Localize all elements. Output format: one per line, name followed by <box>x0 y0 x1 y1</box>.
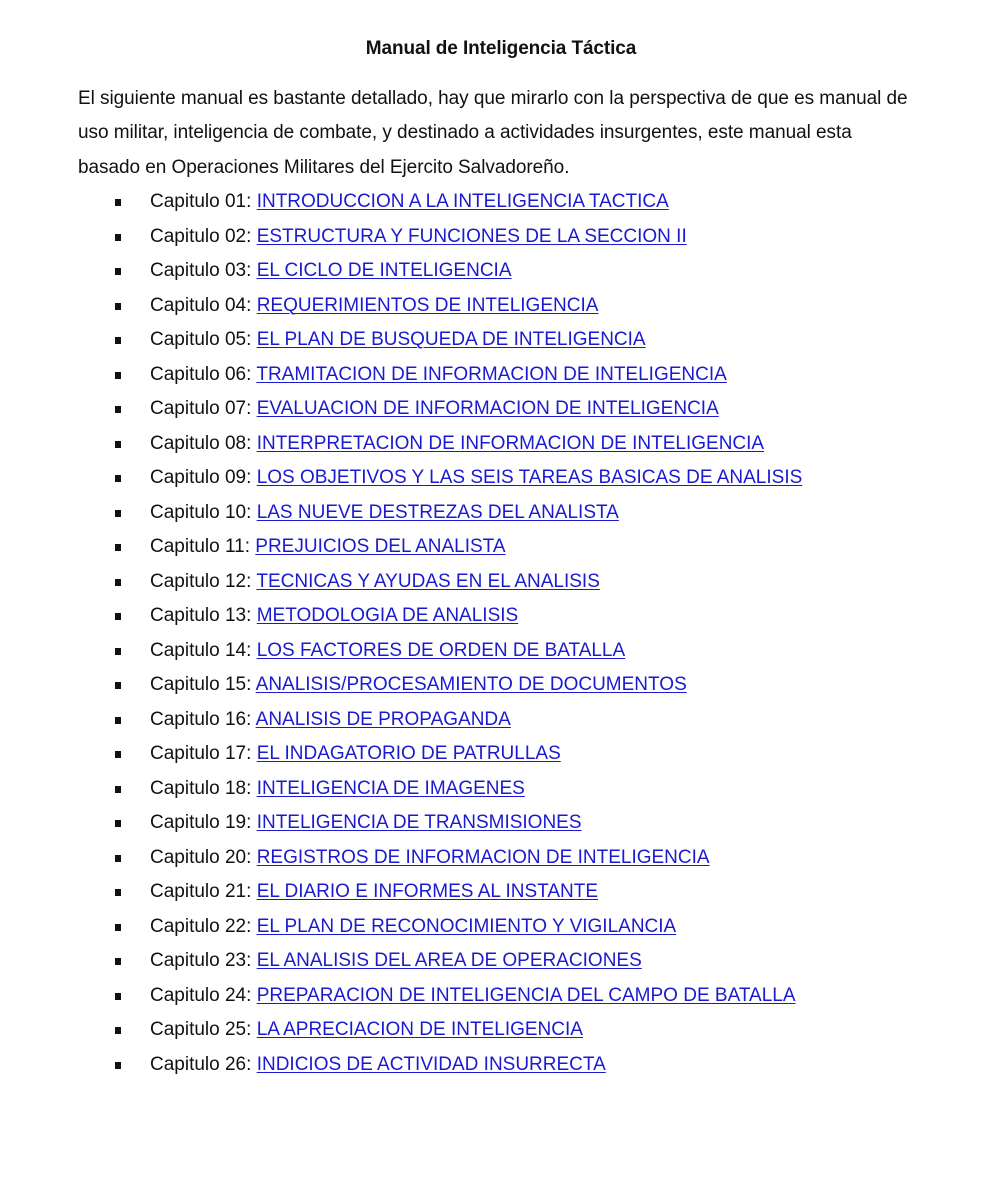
chapter-link[interactable]: LOS OBJETIVOS Y LAS SEIS TAREAS BASICAS DE ANALISIS <box>256 467 803 488</box>
square-bullet-icon <box>115 337 121 344</box>
chapter-prefix: Capitulo 23: <box>150 950 252 971</box>
square-bullet-icon <box>115 372 121 379</box>
square-bullet-icon <box>115 786 121 793</box>
chapter-link[interactable]: INTELIGENCIA DE IMAGENES <box>256 777 525 799</box>
chapter-prefix: Capitulo 14: <box>150 639 252 661</box>
chapter-prefix: Capitulo 12: <box>150 570 252 592</box>
chapter-link[interactable]: ANALISIS/PROCESAMIENTO DE DOCUMENTOS <box>255 674 687 695</box>
square-bullet-icon <box>115 199 121 206</box>
chapter-prefix: Capitulo 10: <box>150 501 252 523</box>
chapter-link[interactable]: EVALUACION DE INFORMACION DE INTELIGENCIA <box>256 398 719 419</box>
square-bullet-icon <box>115 303 121 310</box>
chapter-prefix: Capitulo 08: <box>150 432 252 454</box>
chapter-link[interactable]: PREJUICIOS DEL ANALISTA <box>255 536 506 557</box>
square-bullet-icon <box>115 1027 121 1034</box>
chapter-prefix: Capitulo 24: <box>150 984 252 1006</box>
chapter-link[interactable]: LOS FACTORES DE ORDEN DE BATALLA <box>256 639 626 661</box>
chapter-link[interactable]: INDICIOS DE ACTIVIDAD INSURRECTA <box>256 1053 606 1075</box>
chapter-prefix: Capitulo 20: <box>150 846 252 868</box>
square-bullet-icon <box>115 234 121 241</box>
chapter-link[interactable]: METODOLOGIA DE ANALISIS <box>256 605 519 626</box>
chapter-prefix: Capitulo 16: <box>150 708 252 730</box>
square-bullet-icon <box>115 889 121 896</box>
chapter-link[interactable]: EL DIARIO E INFORMES AL INSTANTE <box>256 881 599 902</box>
chapter-prefix: Capitulo 05: <box>150 329 252 350</box>
chapter-prefix: Capitulo 04: <box>150 294 252 316</box>
square-bullet-icon <box>115 648 121 655</box>
chapter-prefix: Capitulo 21: <box>150 881 252 902</box>
chapter-link[interactable]: ESTRUCTURA Y FUNCIONES DE LA SECCION II <box>256 225 687 247</box>
chapter-prefix: Capitulo 15: <box>150 674 252 695</box>
chapter-prefix: Capitulo 17: <box>150 743 252 764</box>
document-title: Manual de Inteligencia Táctica <box>365 38 637 59</box>
chapter-link[interactable]: EL PLAN DE BUSQUEDA DE INTELIGENCIA <box>256 329 646 350</box>
chapter-prefix: Capitulo 09: <box>150 467 252 488</box>
square-bullet-icon <box>115 855 121 862</box>
intro-paragraph: El siguiente manual es bastante detallado, hay que mirarlo con la perspectiva de que es manual de uso militar, inteligencia de combate, y destinado a actividades insurgentes, este manual esta basado en Operaciones Militares del Ejercito Salvadoreño. <box>78 88 908 178</box>
square-bullet-icon <box>115 751 121 758</box>
square-bullet-icon <box>115 958 121 965</box>
chapter-prefix: Capitulo 18: <box>150 777 252 799</box>
chapter-link[interactable]: REGISTROS DE INFORMACION DE INTELIGENCIA <box>256 846 710 868</box>
chapter-link[interactable]: LA APRECIACION DE INTELIGENCIA <box>256 1019 583 1040</box>
chapter-prefix: Capitulo 19: <box>150 812 252 833</box>
square-bullet-icon <box>115 579 121 586</box>
chapter-link[interactable]: INTERPRETACION DE INFORMACION DE INTELIGENCIA <box>256 432 765 454</box>
chapter-link[interactable]: REQUERIMIENTOS DE INTELIGENCIA <box>256 294 599 316</box>
square-bullet-icon <box>115 717 121 724</box>
chapter-prefix: Capitulo 11: <box>150 536 250 557</box>
chapter-prefix: Capitulo 26: <box>150 1053 252 1075</box>
chapter-link[interactable]: LAS NUEVE DESTREZAS DEL ANALISTA <box>256 501 619 523</box>
square-bullet-icon <box>115 441 121 448</box>
chapter-link[interactable]: TECNICAS Y AYUDAS EN EL ANALISIS <box>256 570 600 592</box>
chapter-prefix: Capitulo 06: <box>150 363 252 385</box>
square-bullet-icon <box>115 268 121 275</box>
square-bullet-icon <box>115 475 121 482</box>
chapter-prefix: Capitulo 01: <box>150 191 252 212</box>
chapter-prefix: Capitulo 13: <box>150 605 252 626</box>
square-bullet-icon <box>115 820 121 827</box>
square-bullet-icon <box>115 993 121 1000</box>
chapter-link[interactable]: ANALISIS DE PROPAGANDA <box>255 708 511 730</box>
chapter-link[interactable]: INTRODUCCION A LA INTELIGENCIA TACTICA <box>256 191 669 212</box>
chapter-link[interactable]: EL INDAGATORIO DE PATRULLAS <box>256 743 561 764</box>
chapter-link[interactable]: EL CICLO DE INTELIGENCIA <box>256 260 512 281</box>
square-bullet-icon <box>115 924 121 931</box>
square-bullet-icon <box>115 510 121 517</box>
chapter-prefix: Capitulo 03: <box>150 260 252 281</box>
chapter-link[interactable]: TRAMITACION DE INFORMACION DE INTELIGENCIA <box>256 363 727 385</box>
square-bullet-icon <box>115 1062 121 1069</box>
chapter-link[interactable]: PREPARACION DE INTELIGENCIA DEL CAMPO DE BATALLA <box>256 984 796 1006</box>
chapter-link[interactable]: INTELIGENCIA DE TRANSMISIONES <box>256 812 582 833</box>
chapter-link[interactable]: EL PLAN DE RECONOCIMIENTO Y VIGILANCIA <box>256 915 677 937</box>
chapter-link[interactable]: EL ANALISIS DEL AREA DE OPERACIONES <box>256 950 642 971</box>
chapter-prefix: Capitulo 07: <box>150 398 252 419</box>
chapter-prefix: Capitulo 22: <box>150 915 252 937</box>
square-bullet-icon <box>115 544 121 551</box>
square-bullet-icon <box>115 682 121 689</box>
chapter-prefix: Capitulo 25: <box>150 1019 252 1040</box>
square-bullet-icon <box>115 613 121 620</box>
square-bullet-icon <box>115 406 121 413</box>
chapter-prefix: Capitulo 02: <box>150 225 252 247</box>
